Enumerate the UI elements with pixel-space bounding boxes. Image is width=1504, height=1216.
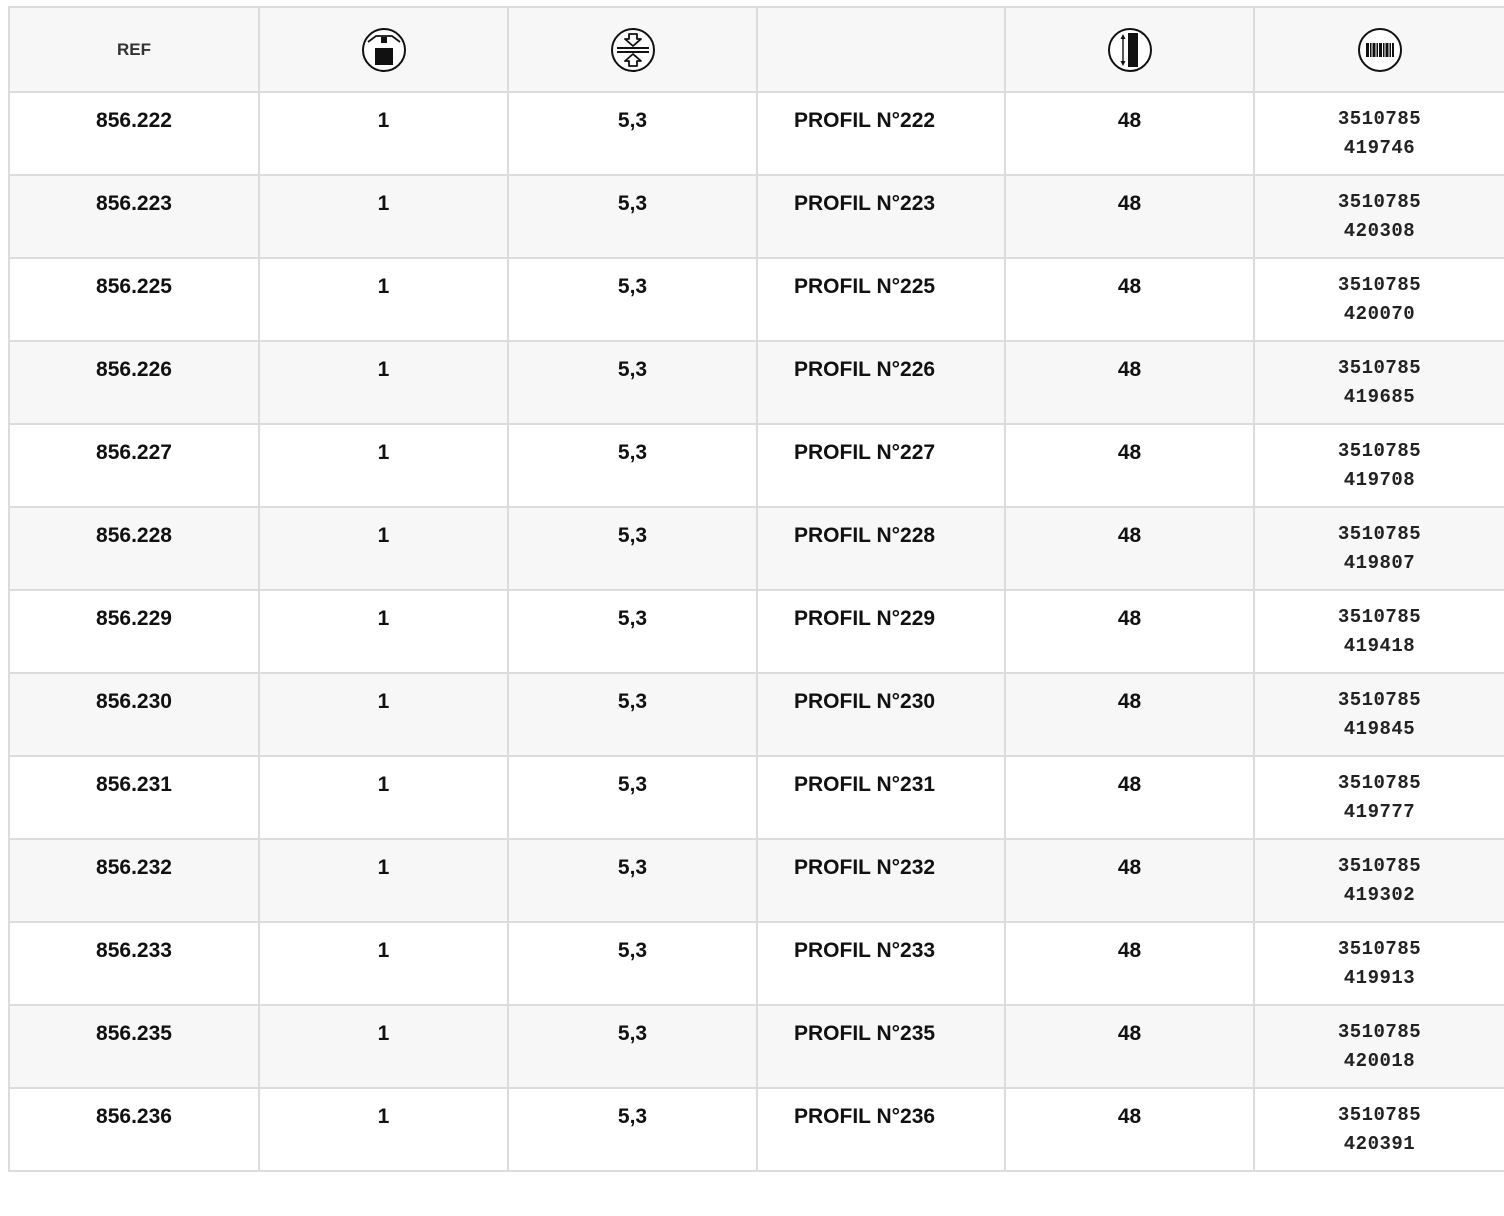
ean-line-2: 419685 xyxy=(1343,386,1416,408)
cell-dim: 5,3 xyxy=(508,839,757,922)
barcode-icon xyxy=(1357,27,1403,73)
cell-dim: 5,3 xyxy=(508,507,757,590)
cell-ref: 856.222 xyxy=(9,92,259,175)
ean-line-1: 3510785 xyxy=(1337,523,1422,545)
ean-line-1: 3510785 xyxy=(1337,440,1422,462)
cell-ean xyxy=(1254,92,1504,175)
ean-line-1: 3510785 xyxy=(1337,191,1422,213)
cell-ean xyxy=(1254,175,1504,258)
cell-qty: 1 xyxy=(259,175,508,258)
cell-name: PROFIL N°226 xyxy=(757,341,1005,424)
cell-ean xyxy=(1254,590,1504,673)
cell-len: 48 xyxy=(1005,839,1254,922)
table-row xyxy=(9,590,1504,673)
cell-ref: 856.236 xyxy=(9,1088,259,1171)
cell-ean xyxy=(1254,1088,1504,1171)
thickness-icon xyxy=(610,27,656,73)
cell-ref: 856.230 xyxy=(9,673,259,756)
cell-dim: 5,3 xyxy=(508,922,757,1005)
cell-ean xyxy=(1254,756,1504,839)
ean-line-1: 3510785 xyxy=(1337,689,1422,711)
cell-name: PROFIL N°223 xyxy=(757,175,1005,258)
ean-line-1: 3510785 xyxy=(1337,1104,1422,1126)
cell-name: PROFIL N°222 xyxy=(757,92,1005,175)
cell-qty: 1 xyxy=(259,590,508,673)
cell-len: 48 xyxy=(1005,341,1254,424)
ean-line-1: 3510785 xyxy=(1337,108,1422,130)
cell-name: PROFIL N°236 xyxy=(757,1088,1005,1171)
header-len xyxy=(1005,7,1254,92)
cell-ean xyxy=(1254,1005,1504,1088)
cell-ref: 856.235 xyxy=(9,1005,259,1088)
ean-line-1: 3510785 xyxy=(1337,606,1422,628)
table-row xyxy=(9,922,1504,1005)
cell-qty: 1 xyxy=(259,1005,508,1088)
cell-ref: 856.231 xyxy=(9,756,259,839)
cell-qty: 1 xyxy=(259,839,508,922)
cell-name: PROFIL N°230 xyxy=(757,673,1005,756)
cell-len: 48 xyxy=(1005,92,1254,175)
cell-len: 48 xyxy=(1005,922,1254,1005)
table-row xyxy=(9,424,1504,507)
cell-dim: 5,3 xyxy=(508,1088,757,1171)
cell-ean xyxy=(1254,922,1504,1005)
package-unit-icon xyxy=(361,27,407,73)
ean-line-1: 3510785 xyxy=(1337,772,1422,794)
cell-qty: 1 xyxy=(259,258,508,341)
length-icon xyxy=(1107,27,1153,73)
ean-line-2: 420018 xyxy=(1343,1050,1416,1072)
ean-line-1: 3510785 xyxy=(1337,855,1422,877)
cell-dim: 5,3 xyxy=(508,590,757,673)
table-row xyxy=(9,258,1504,341)
cell-qty: 1 xyxy=(259,922,508,1005)
table-row xyxy=(9,1005,1504,1088)
header-dim xyxy=(508,7,757,92)
cell-ref: 856.227 xyxy=(9,424,259,507)
ean-line-2: 420308 xyxy=(1343,220,1416,242)
cell-name: PROFIL N°235 xyxy=(757,1005,1005,1088)
cell-dim: 5,3 xyxy=(508,341,757,424)
table-row xyxy=(9,92,1504,175)
product-table xyxy=(8,6,1504,1172)
table-row xyxy=(9,673,1504,756)
cell-name: PROFIL N°227 xyxy=(757,424,1005,507)
table-body xyxy=(9,92,1504,1171)
header-ean xyxy=(1254,7,1504,92)
cell-len: 48 xyxy=(1005,756,1254,839)
ean-line-2: 419746 xyxy=(1343,137,1416,159)
cell-qty: 1 xyxy=(259,341,508,424)
ean-line-2: 419777 xyxy=(1343,801,1416,823)
cell-dim: 5,3 xyxy=(508,424,757,507)
cell-ref: 856.223 xyxy=(9,175,259,258)
ean-line-2: 419302 xyxy=(1343,884,1416,906)
table-row xyxy=(9,839,1504,922)
cell-dim: 5,3 xyxy=(508,1005,757,1088)
cell-ean xyxy=(1254,507,1504,590)
ean-line-2: 419845 xyxy=(1343,718,1416,740)
cell-len: 48 xyxy=(1005,424,1254,507)
cell-qty: 1 xyxy=(259,1088,508,1171)
table-row xyxy=(9,341,1504,424)
cell-len: 48 xyxy=(1005,1005,1254,1088)
cell-ean xyxy=(1254,341,1504,424)
header-qty xyxy=(259,7,508,92)
cell-len: 48 xyxy=(1005,590,1254,673)
cell-dim: 5,3 xyxy=(508,756,757,839)
table-header-row xyxy=(9,7,1504,92)
ean-line-2: 419418 xyxy=(1343,635,1416,657)
ean-line-2: 420070 xyxy=(1343,303,1416,325)
cell-ref: 856.232 xyxy=(9,839,259,922)
cell-ean xyxy=(1254,424,1504,507)
cell-qty: 1 xyxy=(259,673,508,756)
ean-line-2: 420391 xyxy=(1343,1133,1416,1155)
cell-dim: 5,3 xyxy=(508,673,757,756)
cell-name: PROFIL N°225 xyxy=(757,258,1005,341)
header-name xyxy=(757,7,1005,92)
cell-ref: 856.233 xyxy=(9,922,259,1005)
header-ref: REF xyxy=(9,7,259,92)
cell-len: 48 xyxy=(1005,1088,1254,1171)
table-row xyxy=(9,756,1504,839)
cell-len: 48 xyxy=(1005,507,1254,590)
cell-ean xyxy=(1254,258,1504,341)
cell-name: PROFIL N°228 xyxy=(757,507,1005,590)
cell-qty: 1 xyxy=(259,507,508,590)
cell-qty: 1 xyxy=(259,756,508,839)
ean-line-2: 419913 xyxy=(1343,967,1416,989)
ean-line-2: 419807 xyxy=(1343,552,1416,574)
ean-line-1: 3510785 xyxy=(1337,357,1422,379)
cell-name: PROFIL N°231 xyxy=(757,756,1005,839)
cell-qty: 1 xyxy=(259,92,508,175)
cell-qty: 1 xyxy=(259,424,508,507)
cell-ean xyxy=(1254,839,1504,922)
ean-line-2: 419708 xyxy=(1343,469,1416,491)
cell-ref: 856.225 xyxy=(9,258,259,341)
cell-ean xyxy=(1254,673,1504,756)
cell-ref: 856.229 xyxy=(9,590,259,673)
cell-ref: 856.226 xyxy=(9,341,259,424)
ean-line-1: 3510785 xyxy=(1337,1021,1422,1043)
ean-line-1: 3510785 xyxy=(1337,274,1422,296)
table-row xyxy=(9,507,1504,590)
table-row xyxy=(9,175,1504,258)
cell-dim: 5,3 xyxy=(508,92,757,175)
table-row xyxy=(9,1088,1504,1171)
cell-name: PROFIL N°233 xyxy=(757,922,1005,1005)
cell-len: 48 xyxy=(1005,175,1254,258)
cell-dim: 5,3 xyxy=(508,258,757,341)
cell-name: PROFIL N°232 xyxy=(757,839,1005,922)
cell-ref: 856.228 xyxy=(9,507,259,590)
cell-name: PROFIL N°229 xyxy=(757,590,1005,673)
cell-dim: 5,3 xyxy=(508,175,757,258)
cell-len: 48 xyxy=(1005,673,1254,756)
cell-len: 48 xyxy=(1005,258,1254,341)
ean-line-1: 3510785 xyxy=(1337,938,1422,960)
